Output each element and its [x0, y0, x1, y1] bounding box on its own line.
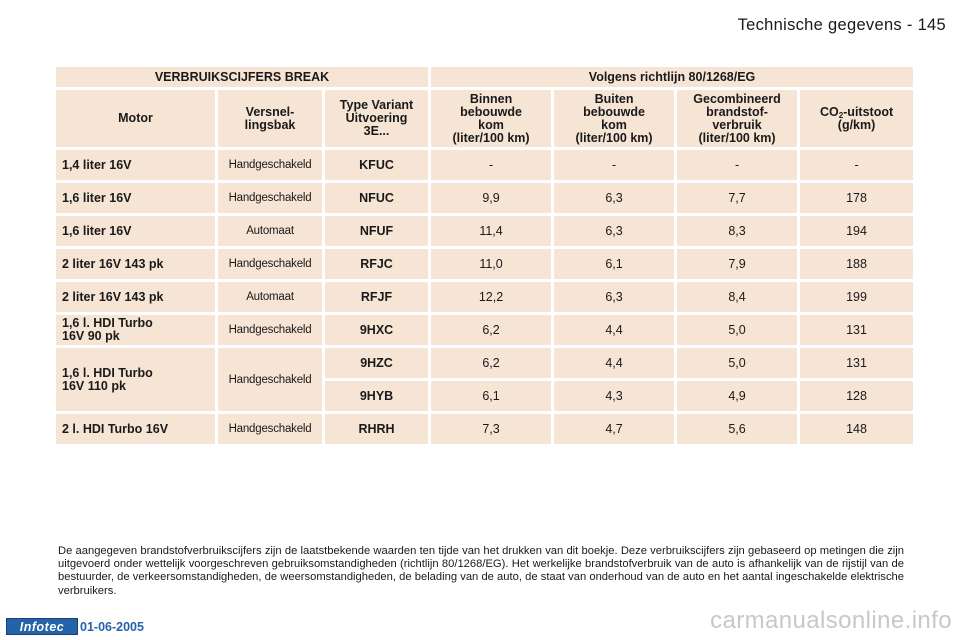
- table-title-right: Volgens richtlijn 80/1268/EG: [431, 67, 913, 87]
- combined-cell: 8,3: [677, 216, 797, 246]
- combined-cell: 5,0: [677, 315, 797, 345]
- urban-cell: 11,4: [431, 216, 551, 246]
- co2-cell: 128: [800, 381, 913, 411]
- motor-cell: 1,6 l. HDI Turbo 16V 90 pk: [56, 315, 215, 345]
- watermark: carmanualsonline.info: [710, 607, 952, 634]
- type-cell: NFUF: [325, 216, 428, 246]
- urban-cell: -: [431, 150, 551, 180]
- motor-cell: 1,4 liter 16V: [56, 150, 215, 180]
- combined-cell: 5,6: [677, 414, 797, 444]
- urban-cell: 6,2: [431, 348, 551, 378]
- co2-cell: 131: [800, 315, 913, 345]
- page-number: 145: [917, 16, 946, 34]
- section-title: Technische gegevens: [737, 16, 902, 34]
- table-row: [56, 414, 913, 444]
- gearbox-cell: Handgeschakeld: [218, 249, 322, 279]
- extra-urban-cell: 6,3: [554, 183, 674, 213]
- co2-cell: 178: [800, 183, 913, 213]
- urban-cell: 7,3: [431, 414, 551, 444]
- extra-urban-cell: -: [554, 150, 674, 180]
- urban-cell: 12,2: [431, 282, 551, 312]
- type-cell: KFUC: [325, 150, 428, 180]
- table-row: [56, 216, 913, 246]
- type-cell: NFUC: [325, 183, 428, 213]
- urban-cell: 9,9: [431, 183, 551, 213]
- table-title-left: VERBRUIKSCIJFERS BREAK: [56, 67, 428, 87]
- gearbox-cell: Handgeschakeld: [218, 183, 322, 213]
- table-row: [56, 150, 913, 180]
- co2-cell: 199: [800, 282, 913, 312]
- gearbox-cell: Handgeschakeld: [218, 315, 322, 345]
- co2-cell: 194: [800, 216, 913, 246]
- page-header: [738, 16, 946, 35]
- motor-cell: 2 liter 16V 143 pk: [56, 282, 215, 312]
- column-header-co2: $CO_2$-uitstoot (g/km): [800, 90, 913, 147]
- extra-urban-cell: 4,4: [554, 348, 674, 378]
- column-header-urban: Binnen bebouwde kom (liter/100 km): [431, 90, 551, 147]
- co2-cell: 188: [800, 249, 913, 279]
- type-cell: 9HZC: [325, 348, 428, 378]
- gearbox-cell: Handgeschakeld: [218, 414, 322, 444]
- type-cell: RFJC: [325, 249, 428, 279]
- fuel-consumption-table: [53, 64, 916, 447]
- print-date: 01-06-2005: [80, 620, 144, 634]
- combined-cell: 4,9: [677, 381, 797, 411]
- column-header-extra-urban: Buiten bebouwde kom (liter/100 km): [554, 90, 674, 147]
- table-row: [56, 282, 913, 312]
- type-cell: RHRH: [325, 414, 428, 444]
- motor-cell: 2 l. HDI Turbo 16V: [56, 414, 215, 444]
- type-cell: RFJF: [325, 282, 428, 312]
- extra-urban-cell: 4,7: [554, 414, 674, 444]
- gearbox-cell: Automaat: [218, 282, 322, 312]
- combined-cell: -: [677, 150, 797, 180]
- column-header-gearbox: Versnel- lingsbak: [218, 90, 322, 147]
- urban-cell: 6,2: [431, 315, 551, 345]
- table-row: [56, 348, 913, 378]
- extra-urban-cell: 6,3: [554, 216, 674, 246]
- extra-urban-cell: 6,3: [554, 282, 674, 312]
- urban-cell: 11,0: [431, 249, 551, 279]
- extra-urban-cell: 4,4: [554, 315, 674, 345]
- gearbox-cell: Handgeschakeld: [218, 348, 322, 411]
- header-separator: -: [906, 16, 918, 34]
- gearbox-cell: Automaat: [218, 216, 322, 246]
- motor-cell: 1,6 liter 16V: [56, 183, 215, 213]
- motor-cell: 1,6 liter 16V: [56, 216, 215, 246]
- combined-cell: 7,9: [677, 249, 797, 279]
- table-row: [56, 249, 913, 279]
- table-header-row: [56, 90, 913, 147]
- combined-cell: 7,7: [677, 183, 797, 213]
- type-cell: 9HYB: [325, 381, 428, 411]
- co2-cell: 131: [800, 348, 913, 378]
- table-title-row: [56, 67, 913, 87]
- co2-cell: -: [800, 150, 913, 180]
- urban-cell: 6,1: [431, 381, 551, 411]
- extra-urban-cell: 4,3: [554, 381, 674, 411]
- extra-urban-cell: 6,1: [554, 249, 674, 279]
- column-header-combined: Gecombineerd brandstof- verbruik (liter/100 km): [677, 90, 797, 147]
- co2-cell: 148: [800, 414, 913, 444]
- table-row: [56, 183, 913, 213]
- combined-cell: 5,0: [677, 348, 797, 378]
- table-row: [56, 315, 913, 345]
- type-cell: 9HXC: [325, 315, 428, 345]
- motor-cell: 2 liter 16V 143 pk: [56, 249, 215, 279]
- gearbox-cell: Handgeschakeld: [218, 150, 322, 180]
- footnote: De aangegeven brandstofverbruikscijfers zijn de laatstbekende waarden ten tijde van het drukken van dit boekje. Deze verbruikscijfers zijn gebaseerd op metingen die zijn uitgevoerd onder wettelijk voorgeschreven gebruiksomstandigheden (richtlijn 80/1268/EG). Het werkelijke brandstofverbruik van de auto is afhankelijk van de rijstijl van de bestuurder, de verkeersomstandigheden, de weersomstandigheden, de belading van de auto, de staat van onderhoud van de auto en het aantal ingeschakelde elektrische verbruikers.: [58, 545, 904, 597]
- motor-cell: 1,6 l. HDI Turbo 16V 110 pk: [56, 348, 215, 411]
- column-header-type: Type Variant Uitvoering 3E...: [325, 90, 428, 147]
- combined-cell: 8,4: [677, 282, 797, 312]
- column-header-motor: Motor: [56, 90, 215, 147]
- infotec-logo: Infotec: [6, 618, 78, 635]
